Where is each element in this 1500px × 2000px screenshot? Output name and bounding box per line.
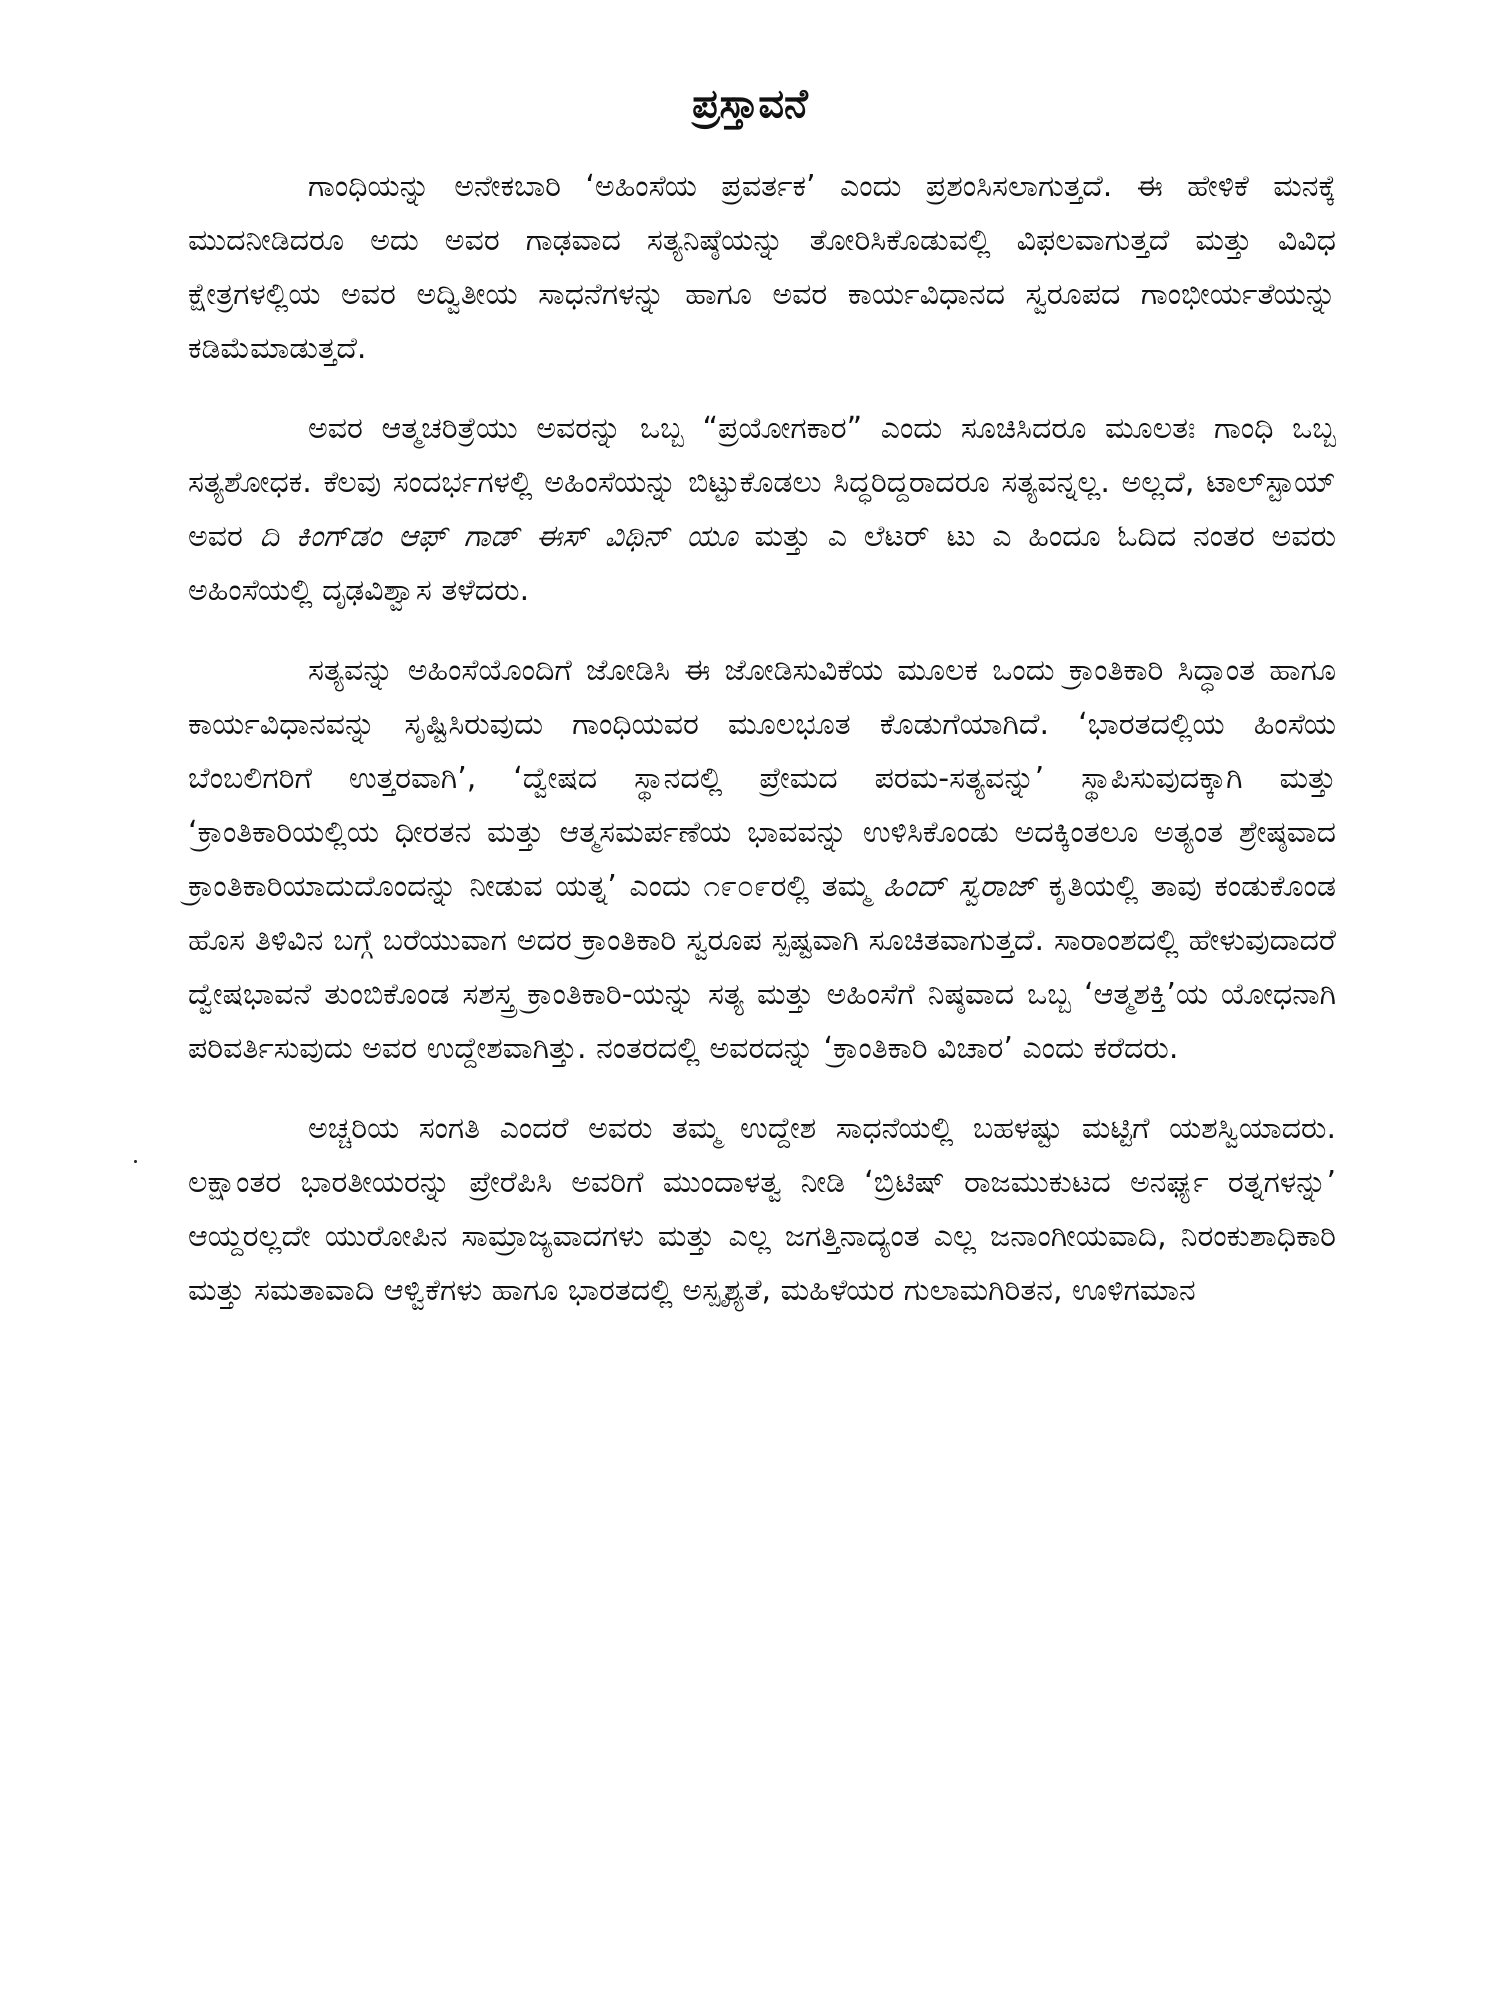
paragraph-4: ಅಚ್ಚರಿಯ ಸಂಗತಿ ಎಂದರೆ ಅವರು ತಮ್ಮ ಉದ್ದೇಶ ಸಾಧನೆಯಲ್ಲಿ ಬಹಳಷ್ಟು ಮಟ್ಟಿಗೆ ಯಶಸ್ವಿಯಾದರು. ಲಕ್ಷಾಂತರ ಭಾರತೀಯರನ್ನು ಪ್ರೇರೆಪಿಸಿ ಅವರಿಗೆ ಮುಂದಾಳತ್ವ ನೀಡಿ ‘ಬ್ರಿಟಿಷ್ ರಾಜಮುಕುಟದ ಅನರ್ಘ್ಯ ರತ್ನಗಳನ್ನು’ ಆಯ್ದರಲ್ಲದೇ ಯುರೋಪಿನ ಸಾಮ್ರಾಜ್ಯವಾದಗಳು ಮತ್ತು ಎಲ್ಲ ಜಗತ್ತಿನಾದ್ಯಂತ ಎಲ್ಲ ಜನಾಂಗೀಯವಾದಿ, ನಿರಂಕುಶಾಧಿಕಾರಿ ಮತ್ತು ಸಮತಾವಾದಿ ಆಳ್ವಿಕೆಗಳು ಹಾಗೂ ಭಾರತದಲ್ಲಿ ಅಸ್ಪೃಶ್ಯತೆ, ಮಹಿಳೆಯರ ಗುಲಾಮಗಿರಿತನ, ಊಳಿಗಮಾನ	[188, 1111, 1336, 1308]
book-title-hind-swaraj: ಹಿಂದ್ ಸ್ವರಾಜ್	[882, 869, 1037, 904]
paragraph-2-text-start: ಅವರ ಆತ್ಮಚರಿತ್ರೆಯು ಅವರನ್ನು ಒಬ್ಬ “ಪ್ರಯೋಗಕಾರ” ಎಂದು ಸೂಚಿಸಿದರೂ ಮೂಲತಃ ಗಾಂಧಿ ಒಬ್ಬ ಸತ್ಯಶೋಧಕ. ಕೆಲವು ಸಂದರ್ಭಗಳಲ್ಲಿ ಅಹಿಂಸೆಯನ್ನು ಬಿಟ್ಟುಕೊಡಲು ಸಿದ್ಧರಿದ್ದರಾದರೂ ಸತ್ಯವನ್ನಲ್ಲ. ಅಲ್ಲದೆ, ಟಾಲ್‌ಸ್ಟಾಯ್ ಅವರ	[188, 411, 1336, 554]
page-title: ಪ್ರಸ್ತಾವನೆ	[692, 81, 808, 127]
paragraph-2-text-end: ಮತ್ತು ಎ ಲೆಟರ್ ಟು ಎ ಹಿಂದೂ ಓದಿದ ನಂತರ ಅವರು ಅಹಿಂಸೆಯಲ್ಲಿ ದೃಢವಿಶ್ವಾಸ ತಳೆದರು.	[188, 519, 1336, 608]
paragraph-1: ಗಾಂಧಿಯನ್ನು ಅನೇಕಬಾರಿ ‘ಅಹಿಂಸೆಯ ಪ್ರವರ್ತಕ’ ಎಂದು ಪ್ರಶಂಸಿಸಲಾಗುತ್ತದೆ. ಈ ಹೇಳಿಕೆ ಮನಕ್ಕೆ ಮುದನೀಡಿದರೂ ಅದು ಅವರ ಗಾಢವಾದ ಸತ್ಯನಿಷ್ಠೆಯನ್ನು ತೋರಿಸಿಕೊಡುವಲ್ಲಿ ವಿಫಲವಾಗುತ್ತದೆ ಮತ್ತು ವಿವಿಧ ಕ್ಷೇತ್ರಗಳಲ್ಲಿಯ ಅವರ ಅದ್ವಿತೀಯ ಸಾಧನೆಗಳನ್ನು ಹಾಗೂ ಅವರ ಕಾರ್ಯವಿಧಾನದ ಸ್ವರೂಪದ ಗಾಂಭೀರ್ಯತೆಯನ್ನು ಕಡಿಮೆಮಾಡುತ್ತದೆ.	[188, 169, 1336, 366]
paragraph-3-text-start: ಸತ್ಯವನ್ನು ಅಹಿಂಸೆಯೊಂದಿಗೆ ಜೋಡಿಸಿ ಈ ಜೋಡಿಸುವಿಕೆಯ ಮೂಲಕ ಒಂದು ಕ್ರಾಂತಿಕಾರಿ ಸಿದ್ಧಾಂತ ಹಾಗೂ ಕಾರ್ಯವಿಧಾನವನ್ನು ಸೃಷ್ಟಿಸಿರುವುದು ಗಾಂಧಿಯವರ ಮೂಲಭೂತ ಕೊಡುಗೆಯಾಗಿದೆ. ‘ಭಾರತದಲ್ಲಿಯ ಹಿಂಸೆಯ ಬೆಂಬಲಿಗರಿಗೆ ಉತ್ತರವಾಗಿ’, ‘ದ್ವೇಷದ ಸ್ಥಾನದಲ್ಲಿ ಪ್ರೇಮದ ಪರಮ-ಸತ್ಯವನ್ನು’ ಸ್ಥಾಪಿಸುವುದಕ್ಕಾಗಿ ಮತ್ತು ‘ಕ್ರಾಂತಿಕಾರಿಯಲ್ಲಿಯ ಧೀರತನ ಮತ್ತು ಆತ್ಮಸಮರ್ಪಣೆಯ ಭಾವವನ್ನು ಉಳಿಸಿಕೊಂಡು ಅದಕ್ಕಿಂತಲೂ ಅತ್ಯಂತ ಶ್ರೇಷ್ಠವಾದ ಕ್ರಾಂತಿಕಾರಿಯಾದುದೊಂದನ್ನು ನೀಡುವ ಯತ್ನ’ ಎಂದು ೧೯೦೯ರಲ್ಲಿ ತಮ್ಮ	[188, 653, 1336, 904]
body-text	[188, 160, 1336, 1344]
paragraph-2	[188, 402, 1336, 618]
paragraph-3	[188, 644, 1336, 1076]
paragraph-3-text-end: ಕೃತಿಯಲ್ಲಿ ತಾವು ಕಂಡುಕೊಂಡ ಹೊಸ ತಿಳಿವಿನ ಬಗ್ಗೆ ಬರೆಯುವಾಗ ಅದರ ಕ್ರಾಂತಿಕಾರಿ ಸ್ವರೂಪ ಸ್ಪಷ್ಟವಾಗಿ ಸೂಚಿತವಾಗುತ್ತದೆ. ಸಾರಾಂಶದಲ್ಲಿ ಹೇಳುವುದಾದರೆ ದ್ವೇಷಭಾವನೆ ತುಂಬಿಕೊಂಡ ಸಶಸ್ತ್ರ ಕ್ರಾಂತಿಕಾರಿ-ಯನ್ನು ಸತ್ಯ ಮತ್ತು ಅಹಿಂಸೆಗೆ ನಿಷ್ಠವಾದ ಒಬ್ಬ ‘ಆತ್ಮಶಕ್ತಿ’ಯ ಯೋಧನಾಗಿ ಪರಿವರ್ತಿಸುವುದು ಅವರ ಉದ್ದೇಶವಾಗಿತ್ತು. ನಂತರದಲ್ಲಿ ಅವರದನ್ನು ‘ಕ್ರಾಂತಿಕಾರಿ ವಿಚಾರ’ ಎಂದು ಕರೆದರು.	[188, 869, 1336, 1066]
book-title-kingdom-of-god: ದಿ ಕಿಂಗ್‌ಡಂ ಆಫ್ ಗಾಡ್ ಈಸ್ ವಿಥಿನ್ ಯೂ	[259, 519, 738, 554]
scan-speck	[134, 1160, 137, 1163]
